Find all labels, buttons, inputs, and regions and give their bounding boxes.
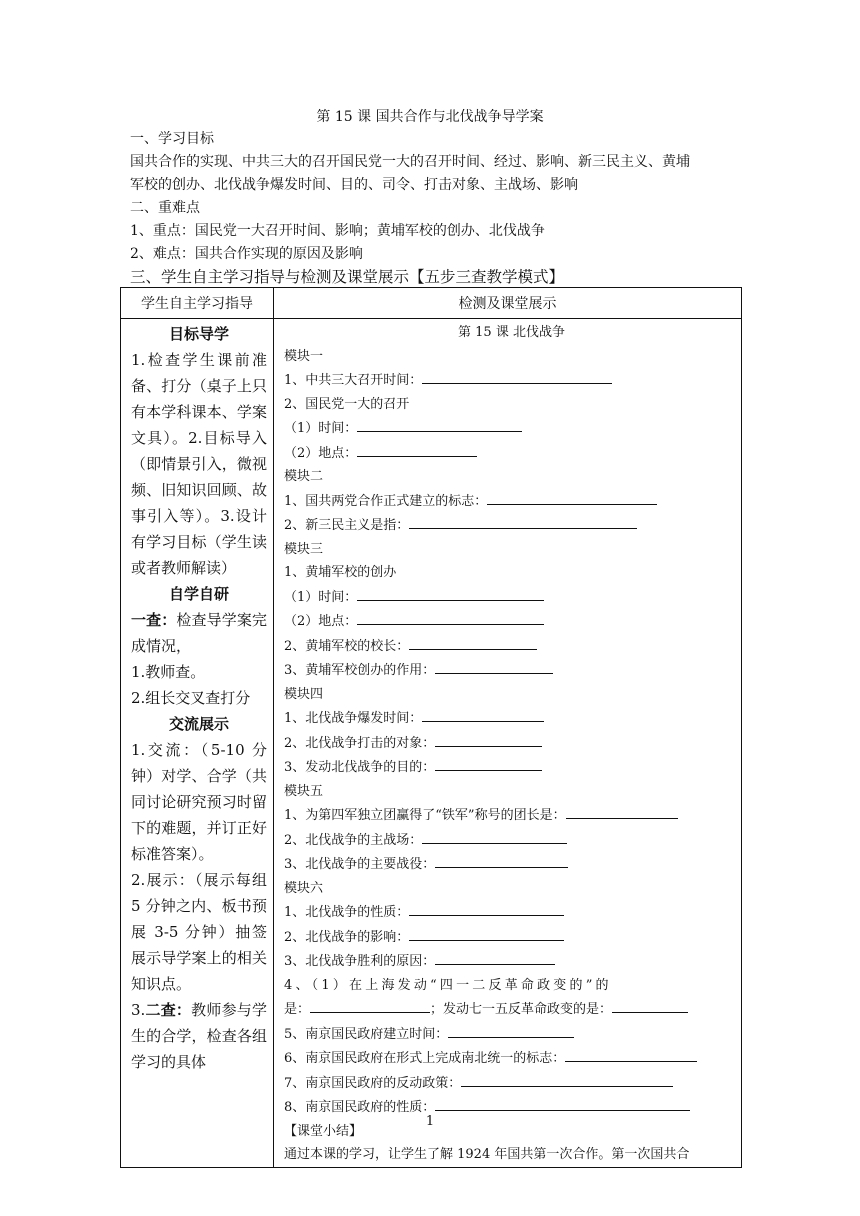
question: 7、南京国民政府的反动政策： xyxy=(284,1071,739,1096)
answer-blank[interactable] xyxy=(409,513,637,529)
table-header-right: 检测及课堂展示 xyxy=(274,288,742,319)
question: 2、北伐战争的影响： xyxy=(284,925,739,950)
question: 3、北伐战争胜利的原因： xyxy=(284,949,739,974)
module-heading: 模块二 xyxy=(284,469,324,484)
answer-blank[interactable] xyxy=(422,828,567,844)
question: 1、北伐战争爆发时间： xyxy=(284,706,739,731)
guidance-bold: 二查： xyxy=(145,1001,192,1019)
answer-blank[interactable] xyxy=(357,609,544,625)
question: （1）时间： xyxy=(284,585,739,610)
section-heading: 三、学生自主学习指导与检测及课堂展示【五步三查教学模式】 xyxy=(130,268,565,286)
intro-section xyxy=(130,128,740,289)
table-header-left: 学生自主学习指导 xyxy=(121,288,274,319)
question: 4、（1）在上海发动“四一二反革命政变的”的 xyxy=(284,977,612,993)
answer-blank[interactable] xyxy=(435,731,542,747)
answer-blank[interactable] xyxy=(435,1095,690,1111)
guidance-inline: 教师参与学生的合学，检查各组学习的具体 xyxy=(131,1001,267,1071)
summary-text: 通过本课的学习，让学生了解 1924 年国共第一次合作。第一次国共合 xyxy=(284,1147,690,1162)
answer-blank[interactable] xyxy=(487,489,657,505)
module-heading: 模块六 xyxy=(284,880,324,896)
answer-blank[interactable] xyxy=(357,416,522,432)
answer-blank[interactable] xyxy=(310,997,430,1013)
intro-line: 2、难点：国共合作实现的原因及影响 xyxy=(130,246,363,262)
question: 6、南京国民政府在形式上完成南北统一的标志： xyxy=(284,1046,739,1071)
guidance-text xyxy=(131,607,267,659)
question: 2、黄埔军校的校长： xyxy=(284,634,739,659)
question: 2、国民党一大的召开 xyxy=(284,396,410,412)
module-heading: 模块五 xyxy=(284,783,324,799)
answer-blank[interactable] xyxy=(435,658,553,674)
intro-line: 一、学习目标 xyxy=(130,131,214,147)
guidance-heading: 交流展示 xyxy=(168,715,229,733)
answer-blank[interactable] xyxy=(409,925,564,941)
answer-blank[interactable] xyxy=(435,949,555,965)
answer-blank[interactable] xyxy=(448,1022,574,1038)
summary-heading: 【课堂小结】 xyxy=(284,1123,363,1139)
module-heading: 模块一 xyxy=(284,348,324,364)
question: （2）地点： xyxy=(284,441,739,466)
question: 2、北伐战争打击的对象： xyxy=(284,731,739,756)
guidance-inline: 检查导学案完成情况， xyxy=(131,611,267,655)
question: （1）时间： xyxy=(284,416,739,441)
question: 3、北伐战争的主要战役： xyxy=(284,852,739,877)
intro-line: 国共合作的实现、中共三大的召开国民党一大的召开时间、经过、影响、新三民主义、黄埔 xyxy=(130,154,690,170)
page-number: 1 xyxy=(425,1114,435,1129)
guidance-text: 2.展示：（展示每组 5 分钟之内、板书预展 3-5 分钟）抽签展示导学案上的相关知识点。 xyxy=(131,871,267,993)
module-heading: 模块三 xyxy=(284,541,324,557)
module-heading: 模块四 xyxy=(284,686,324,702)
answer-blank[interactable] xyxy=(435,755,542,771)
answer-blank[interactable] xyxy=(461,1071,673,1087)
guidance-bold: 一查： xyxy=(131,611,177,629)
question: 2、北伐战争的主战场： xyxy=(284,828,739,853)
intro-line: 军校的创办、北伐战争爆发时间、目的、司令、打击对象、主战场、影响 xyxy=(130,177,578,193)
question: 1、国共两党合作正式建立的标志： xyxy=(284,489,739,514)
question: 1、中共三大召开时间： xyxy=(284,368,739,393)
answer-blank[interactable] xyxy=(565,1046,697,1062)
answer-blank[interactable] xyxy=(422,706,544,722)
answer-blank[interactable] xyxy=(409,900,564,916)
question: 8、南京国民政府的性质： xyxy=(284,1095,739,1120)
lesson-subtitle: 第 15 课 北伐战争 xyxy=(458,325,565,340)
answer-blank[interactable] xyxy=(357,441,477,457)
guidance-text: 1.教师查。 xyxy=(131,663,206,681)
guidance-column xyxy=(121,319,274,1168)
answer-blank[interactable] xyxy=(422,368,612,384)
question: 是： ；发动七一五反革命政变的是： xyxy=(284,997,739,1022)
answer-blank[interactable] xyxy=(409,634,537,650)
page-title: 第 15 课 国共合作与北伐战争导学案 xyxy=(316,109,544,125)
question: 2、新三民主义是指： xyxy=(284,513,739,538)
question: 3、发动北伐战争的目的： xyxy=(284,755,739,780)
question: 1、北伐战争的性质： xyxy=(284,900,739,925)
answer-blank[interactable] xyxy=(612,997,688,1013)
question: 1、为第四军独立团赢得了“铁军”称号的团长是： xyxy=(284,803,739,828)
question: 5、南京国民政府建立时间： xyxy=(284,1022,739,1047)
question: 1、黄埔军校的创办 xyxy=(284,565,397,580)
answer-blank[interactable] xyxy=(435,852,568,868)
guidance-heading: 目标导学 xyxy=(168,325,229,343)
exercise-column xyxy=(274,319,742,1168)
answer-blank[interactable] xyxy=(566,803,678,819)
guidance-text xyxy=(131,997,267,1075)
guidance-heading: 自学自研 xyxy=(168,585,229,603)
question: （2）地点： xyxy=(284,609,739,634)
guidance-text: 1.交流：（5-10 分钟）对学、合学（共同讨论研究预习时留下的难题，并订正好标准答案）。 xyxy=(131,741,267,863)
guidance-text: 1.检查学生课前准备、打分（桌子上只有本学科课本、学案文具）。2.目标导入（即情景引入，微视频、旧知识回顾、故事引入等）。3.设计有学习目标（学生读或者教师解读） xyxy=(131,351,267,577)
guidance-text: 2.组长交叉查打分 xyxy=(131,689,251,707)
answer-blank[interactable] xyxy=(357,585,544,601)
lesson-table xyxy=(120,287,742,1168)
intro-line: 二、重难点 xyxy=(130,200,200,216)
intro-line: 1、重点：国民党一大召开时间、影响；黄埔军校的创办、北伐战争 xyxy=(130,223,545,239)
guidance-inline: 3. xyxy=(131,1001,146,1019)
question: 3、黄埔军校创办的作用： xyxy=(284,658,739,683)
